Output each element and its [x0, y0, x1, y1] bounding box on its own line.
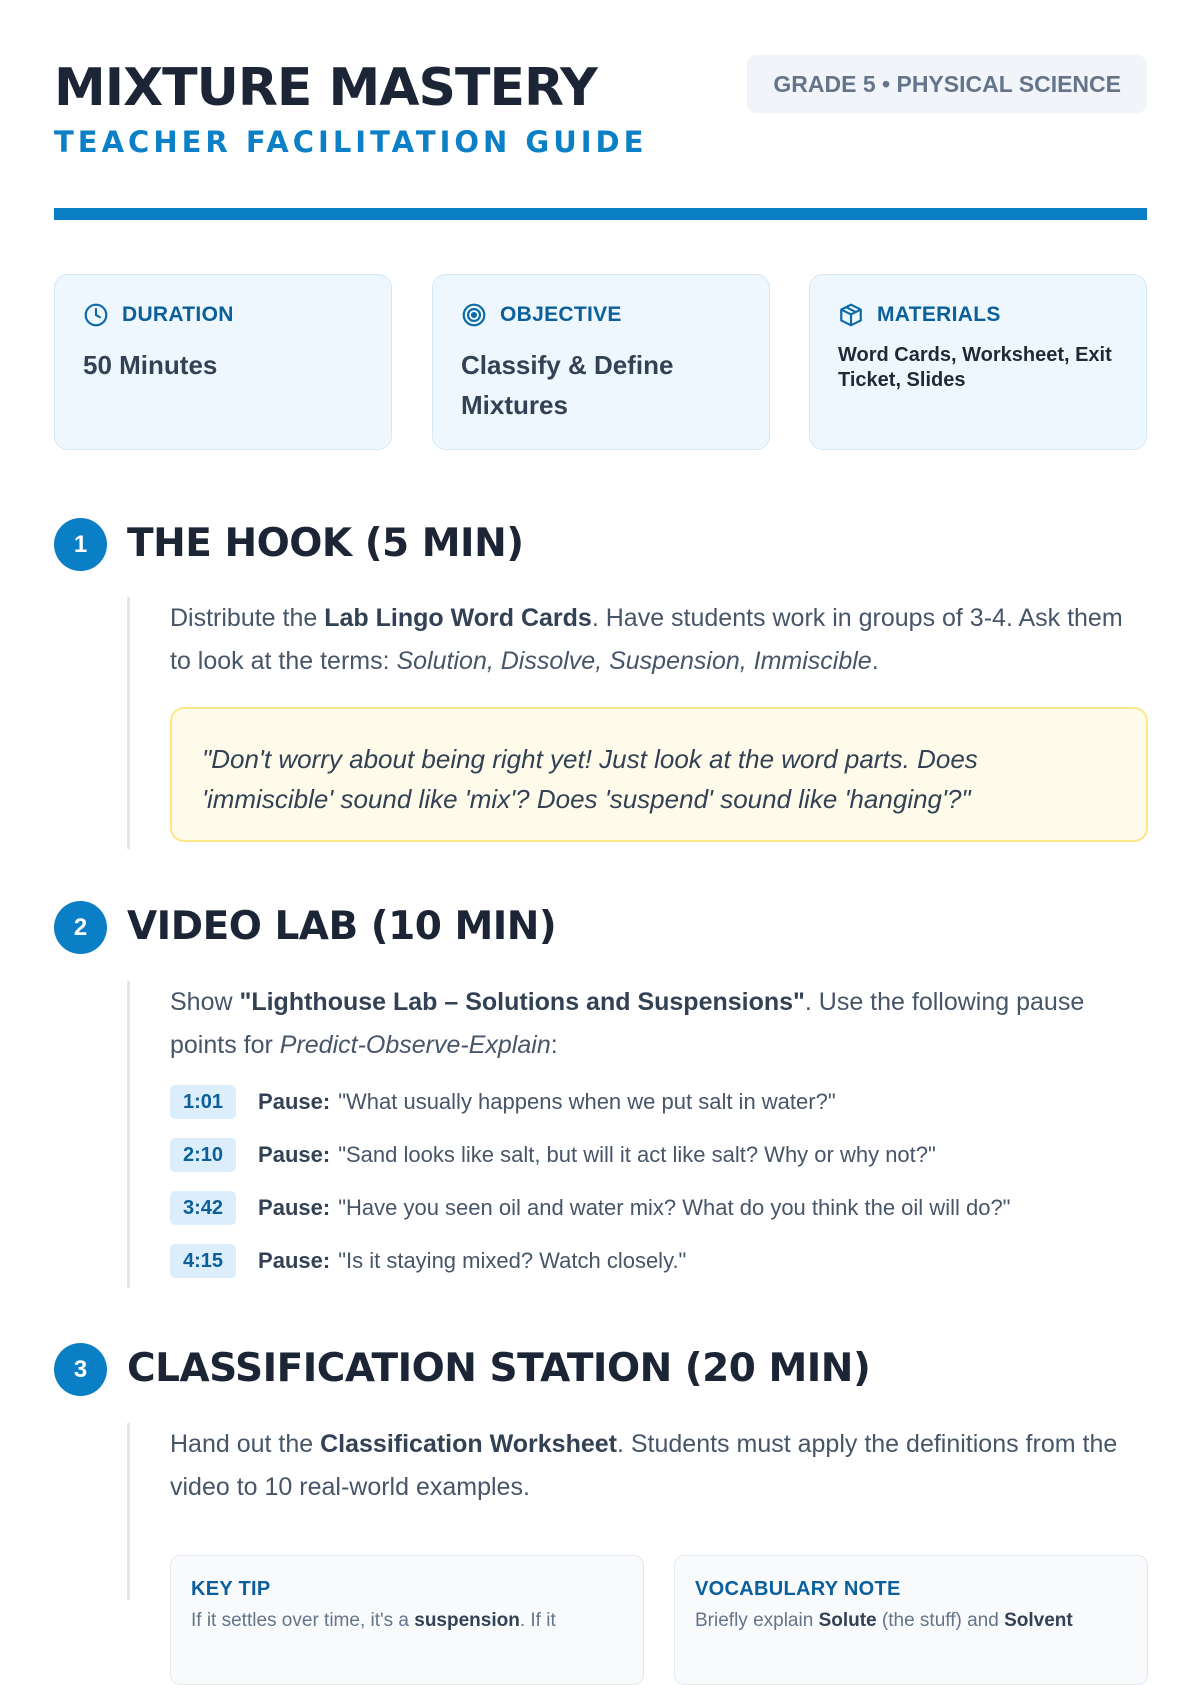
timestamp-badge: 4:15: [170, 1244, 236, 1278]
objective-card: [432, 274, 770, 450]
teacher-quote-callout: [170, 707, 1148, 842]
duration-card: [54, 274, 392, 450]
pause-question: "Have you seen oil and water mix? What do you think the oil will do?": [338, 1195, 1011, 1220]
section-classification-body: [127, 1423, 1147, 1631]
clock-icon: [83, 302, 109, 328]
section-video-header: [54, 899, 556, 955]
page-title: MIXTURE MASTERY: [54, 58, 597, 118]
list-item: [170, 1083, 1147, 1121]
tip-boxes: [170, 1555, 1147, 1675]
section-video-body: [127, 981, 1147, 1288]
list-item: [170, 1189, 1147, 1227]
objective-value: Classify & Define Mixtures: [461, 350, 674, 420]
pause-question: "What usually happens when we put salt in water?": [338, 1089, 836, 1114]
timestamp-badge: 3:42: [170, 1191, 236, 1225]
timestamp-badge: 1:01: [170, 1085, 236, 1119]
timestamp-badge: 2:10: [170, 1138, 236, 1172]
key-tip-box: [170, 1555, 644, 1685]
duration-label: DURATION: [122, 303, 234, 326]
vocabulary-note-text: Briefly explain Solute (the stuff) and Solvent: [695, 1610, 1073, 1631]
video-instructions: Show "Lighthouse Lab – Solutions and Suspensions". Use the following pause points for Predict-Observe-Explain:: [170, 988, 1085, 1059]
section-hook-header: [54, 516, 524, 572]
box-icon: [838, 302, 864, 328]
grade-subject-badge: GRADE 5 • PHYSICAL SCIENCE: [747, 55, 1147, 113]
duration-value: 50 Minutes: [83, 350, 218, 380]
pause-question: "Is it staying mixed? Watch closely.": [338, 1248, 687, 1273]
vocabulary-note-box: [674, 1555, 1148, 1685]
section-hook-body: [127, 597, 1147, 849]
list-item: [170, 1136, 1147, 1174]
header-divider: [54, 208, 1147, 220]
page-header: [54, 56, 1147, 166]
pause-question: "Sand looks like salt, but will it act like salt? Why or why not?": [338, 1142, 936, 1167]
teacher-quote-text: "Don't worry about being right yet! Just look at the word parts. Does 'immiscible' sound like 'mix'? Does 'suspend' sound like 'hanging'?": [202, 744, 978, 814]
section-classification-title: CLASSIFICATION STATION (20 MIN): [127, 1346, 871, 1391]
pause-points-list: [170, 1083, 1147, 1280]
step-number-1: 1: [54, 518, 107, 571]
objective-label: OBJECTIVE: [500, 303, 622, 326]
pause-label: Pause:: [258, 1142, 331, 1167]
page-subtitle: TEACHER FACILITATION GUIDE: [54, 125, 648, 159]
classification-instructions: Hand out the Classification Worksheet. Students must apply the definitions from the video to 10 real-world examples.: [170, 1430, 1118, 1501]
pause-label: Pause:: [258, 1089, 331, 1114]
section-classification-header: [54, 1341, 870, 1397]
pause-label: Pause:: [258, 1248, 331, 1273]
list-item: [170, 1242, 1147, 1280]
vocabulary-note-title: VOCABULARY NOTE: [695, 1578, 901, 1600]
materials-card: [809, 274, 1147, 450]
info-cards: [54, 274, 1147, 450]
target-icon: [461, 302, 487, 328]
key-tip-title: KEY TIP: [191, 1578, 271, 1600]
key-tip-text: If it settles over time, it's a suspension. If it: [191, 1610, 556, 1631]
step-number-3: 3: [54, 1343, 107, 1396]
materials-value: Word Cards, Worksheet, Exit Ticket, Slides: [838, 344, 1112, 391]
materials-label: MATERIALS: [877, 303, 1001, 326]
hook-instructions: Distribute the Lab Lingo Word Cards. Have students work in groups of 3-4. Ask them to look at the terms: Solution, Dissolve, Suspension, Immiscible.: [170, 604, 1123, 675]
step-number-2: 2: [54, 901, 107, 954]
pause-label: Pause:: [258, 1195, 331, 1220]
section-hook-title: THE HOOK (5 MIN): [127, 521, 524, 566]
facilitation-guide-page: [54, 0, 1147, 1631]
section-video-title: VIDEO LAB (10 MIN): [127, 904, 557, 949]
